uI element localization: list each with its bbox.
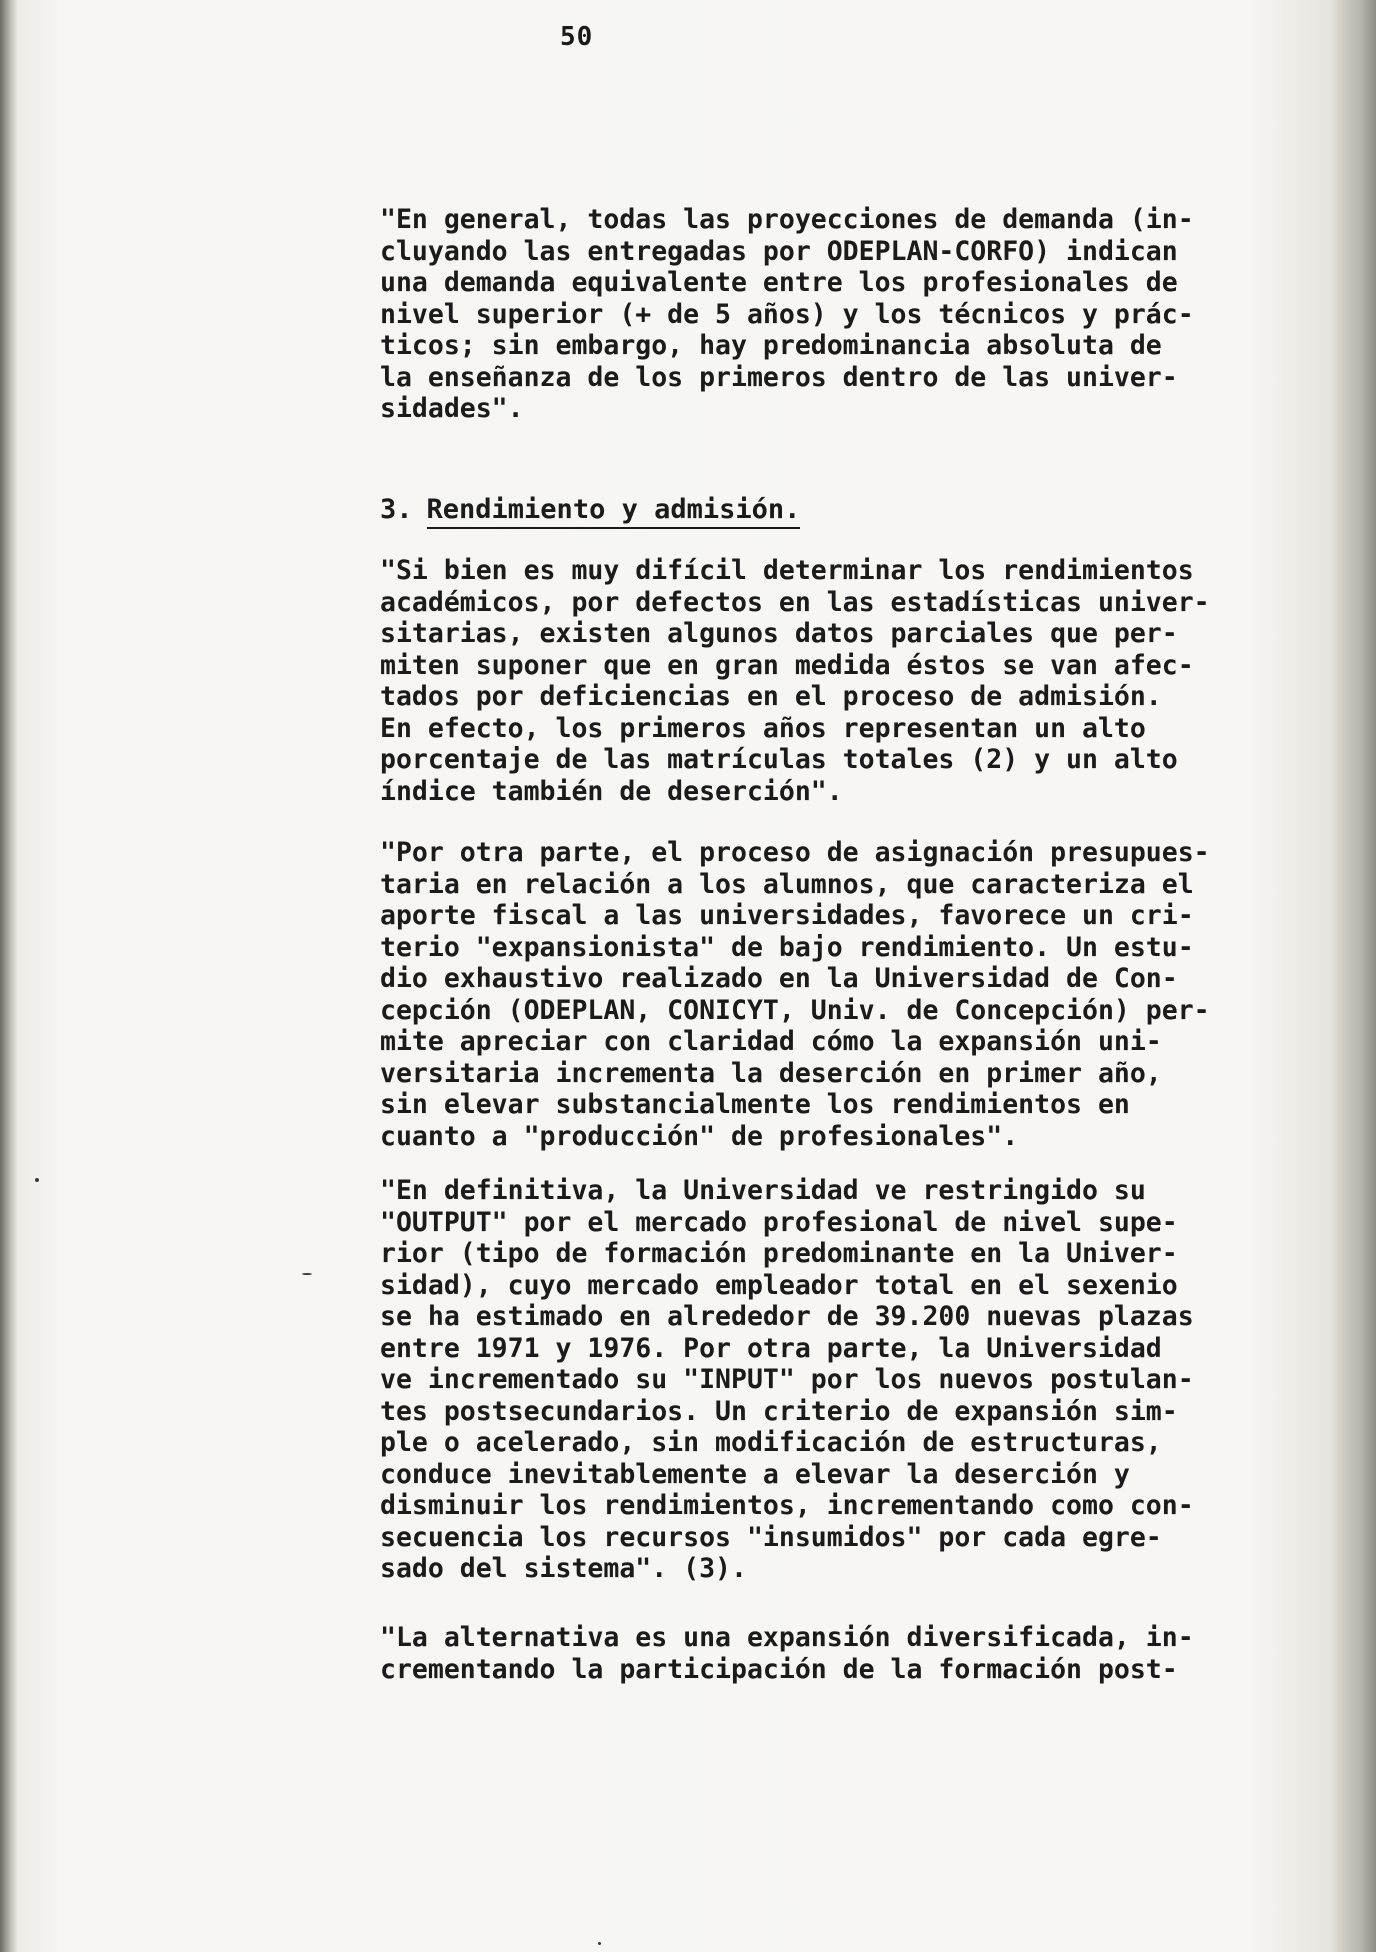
text-line: "OUTPUT" por el mercado profesional de nivel supe- — [380, 1206, 1178, 1238]
page-left-shadow — [0, 0, 18, 1952]
text-line: ple o acelerado, sin modificación de estructuras, — [380, 1427, 1162, 1458]
quote-paragraph-performance — [380, 555, 1250, 807]
text-line: En efecto, los primeros años representan un alto — [380, 712, 1146, 744]
text-line: "Por otra parte, el proceso de asignación presupues- — [380, 837, 1210, 868]
text-line: entre 1971 y 1976. Por otra parte, la Universidad — [380, 1332, 1162, 1364]
page-right-binding-shadow — [1330, 0, 1376, 1952]
quote-paragraph-budget — [380, 837, 1250, 1152]
text-line: cepción (ODEPLAN, CONICYT, Univ. de Concepción) per- — [380, 994, 1210, 1026]
scan-speck — [35, 1178, 39, 1182]
text-line: sitarias, existen algunos datos parciales que per- — [380, 618, 1178, 649]
text-line: disminuir los rendimientos, incrementando como con- — [380, 1490, 1194, 1521]
text-line: nivel superior (+ de 5 años) y los técnicos y prác- — [380, 298, 1194, 330]
quote-paragraph-demand — [380, 204, 1250, 425]
text-line: mite apreciar con claridad cómo la expansión uni- — [380, 1026, 1162, 1057]
text-line: "En definitiva, la Universidad ve restringido su — [380, 1175, 1146, 1206]
text-line: dio exhaustivo realizado en la Universidad de Con- — [380, 963, 1178, 994]
text-line: una demanda equivalente entre los profesionales de — [380, 267, 1178, 298]
text-line: tes postsecundarios. Un criterio de expansión sim- — [380, 1395, 1178, 1427]
text-line: porcentaje de las matrículas totales (2) y un alto — [380, 744, 1178, 775]
text-line: tados por deficiencias en el proceso de admisión. — [380, 681, 1162, 712]
text-line: académicos, por defectos en las estadísticas univer- — [380, 586, 1210, 618]
text-line: conduce inevitablemente a elevar la deserción y — [380, 1458, 1130, 1490]
text-line: sado del sistema". (3). — [380, 1553, 747, 1584]
text-line: "En general, todas las proyecciones de demanda (in- — [380, 204, 1194, 235]
section-heading — [380, 494, 800, 525]
text-line: miten suponer que en gran medida éstos se van afec- — [380, 649, 1194, 681]
text-line: taria en relación a los alumnos, que caracteriza el — [380, 868, 1194, 900]
page-number: 50 — [560, 22, 594, 52]
section-title: Rendimiento y admisión. — [427, 494, 801, 529]
text-line: sidad), cuyo mercado empleador total en el sexenio — [380, 1269, 1178, 1301]
text-line: ve incrementado su "INPUT" por los nuevos postulan- — [380, 1364, 1194, 1395]
quote-paragraph-output-input — [380, 1175, 1250, 1585]
scan-speck — [598, 1942, 601, 1945]
text-line: la enseñanza de los primeros dentro de las univer- — [380, 361, 1178, 393]
text-line: secuencia los recursos "insumidos" por cada egre- — [380, 1521, 1162, 1553]
text-line: sidades". — [380, 393, 524, 424]
text-line: rior (tipo de formación predominante en la Univer- — [380, 1238, 1178, 1269]
text-line: versitaria incrementa la deserción en primer año, — [380, 1057, 1162, 1089]
text-line: índice también de deserción". — [380, 775, 843, 807]
section-number: 3. — [380, 494, 413, 525]
text-line: terio "expansionista" de bajo rendimiento. Un estu- — [380, 931, 1194, 963]
text-line: aporte fiscal a las universidades, favorece un cri- — [380, 900, 1194, 931]
text-line: crementando la participación de la formación post- — [380, 1653, 1178, 1685]
text-line: cuanto a "producción" de profesionales". — [380, 1120, 1019, 1152]
text-line: sin elevar substancialmente los rendimientos en — [380, 1089, 1130, 1120]
text-line: cluyando las entregadas por ODEPLAN-CORFO) indican — [380, 235, 1178, 267]
quote-paragraph-alternative — [380, 1622, 1250, 1685]
text-line: "Si bien es muy difícil determinar los rendimientos — [380, 555, 1194, 586]
scan-speck — [302, 1273, 312, 1275]
text-line: "La alternativa es una expansión diversificada, in- — [380, 1622, 1194, 1653]
text-line: ticos; sin embargo, hay predominancia absoluta de — [380, 330, 1162, 361]
text-line: se ha estimado en alrededor de 39.200 nuevas plazas — [380, 1301, 1194, 1332]
